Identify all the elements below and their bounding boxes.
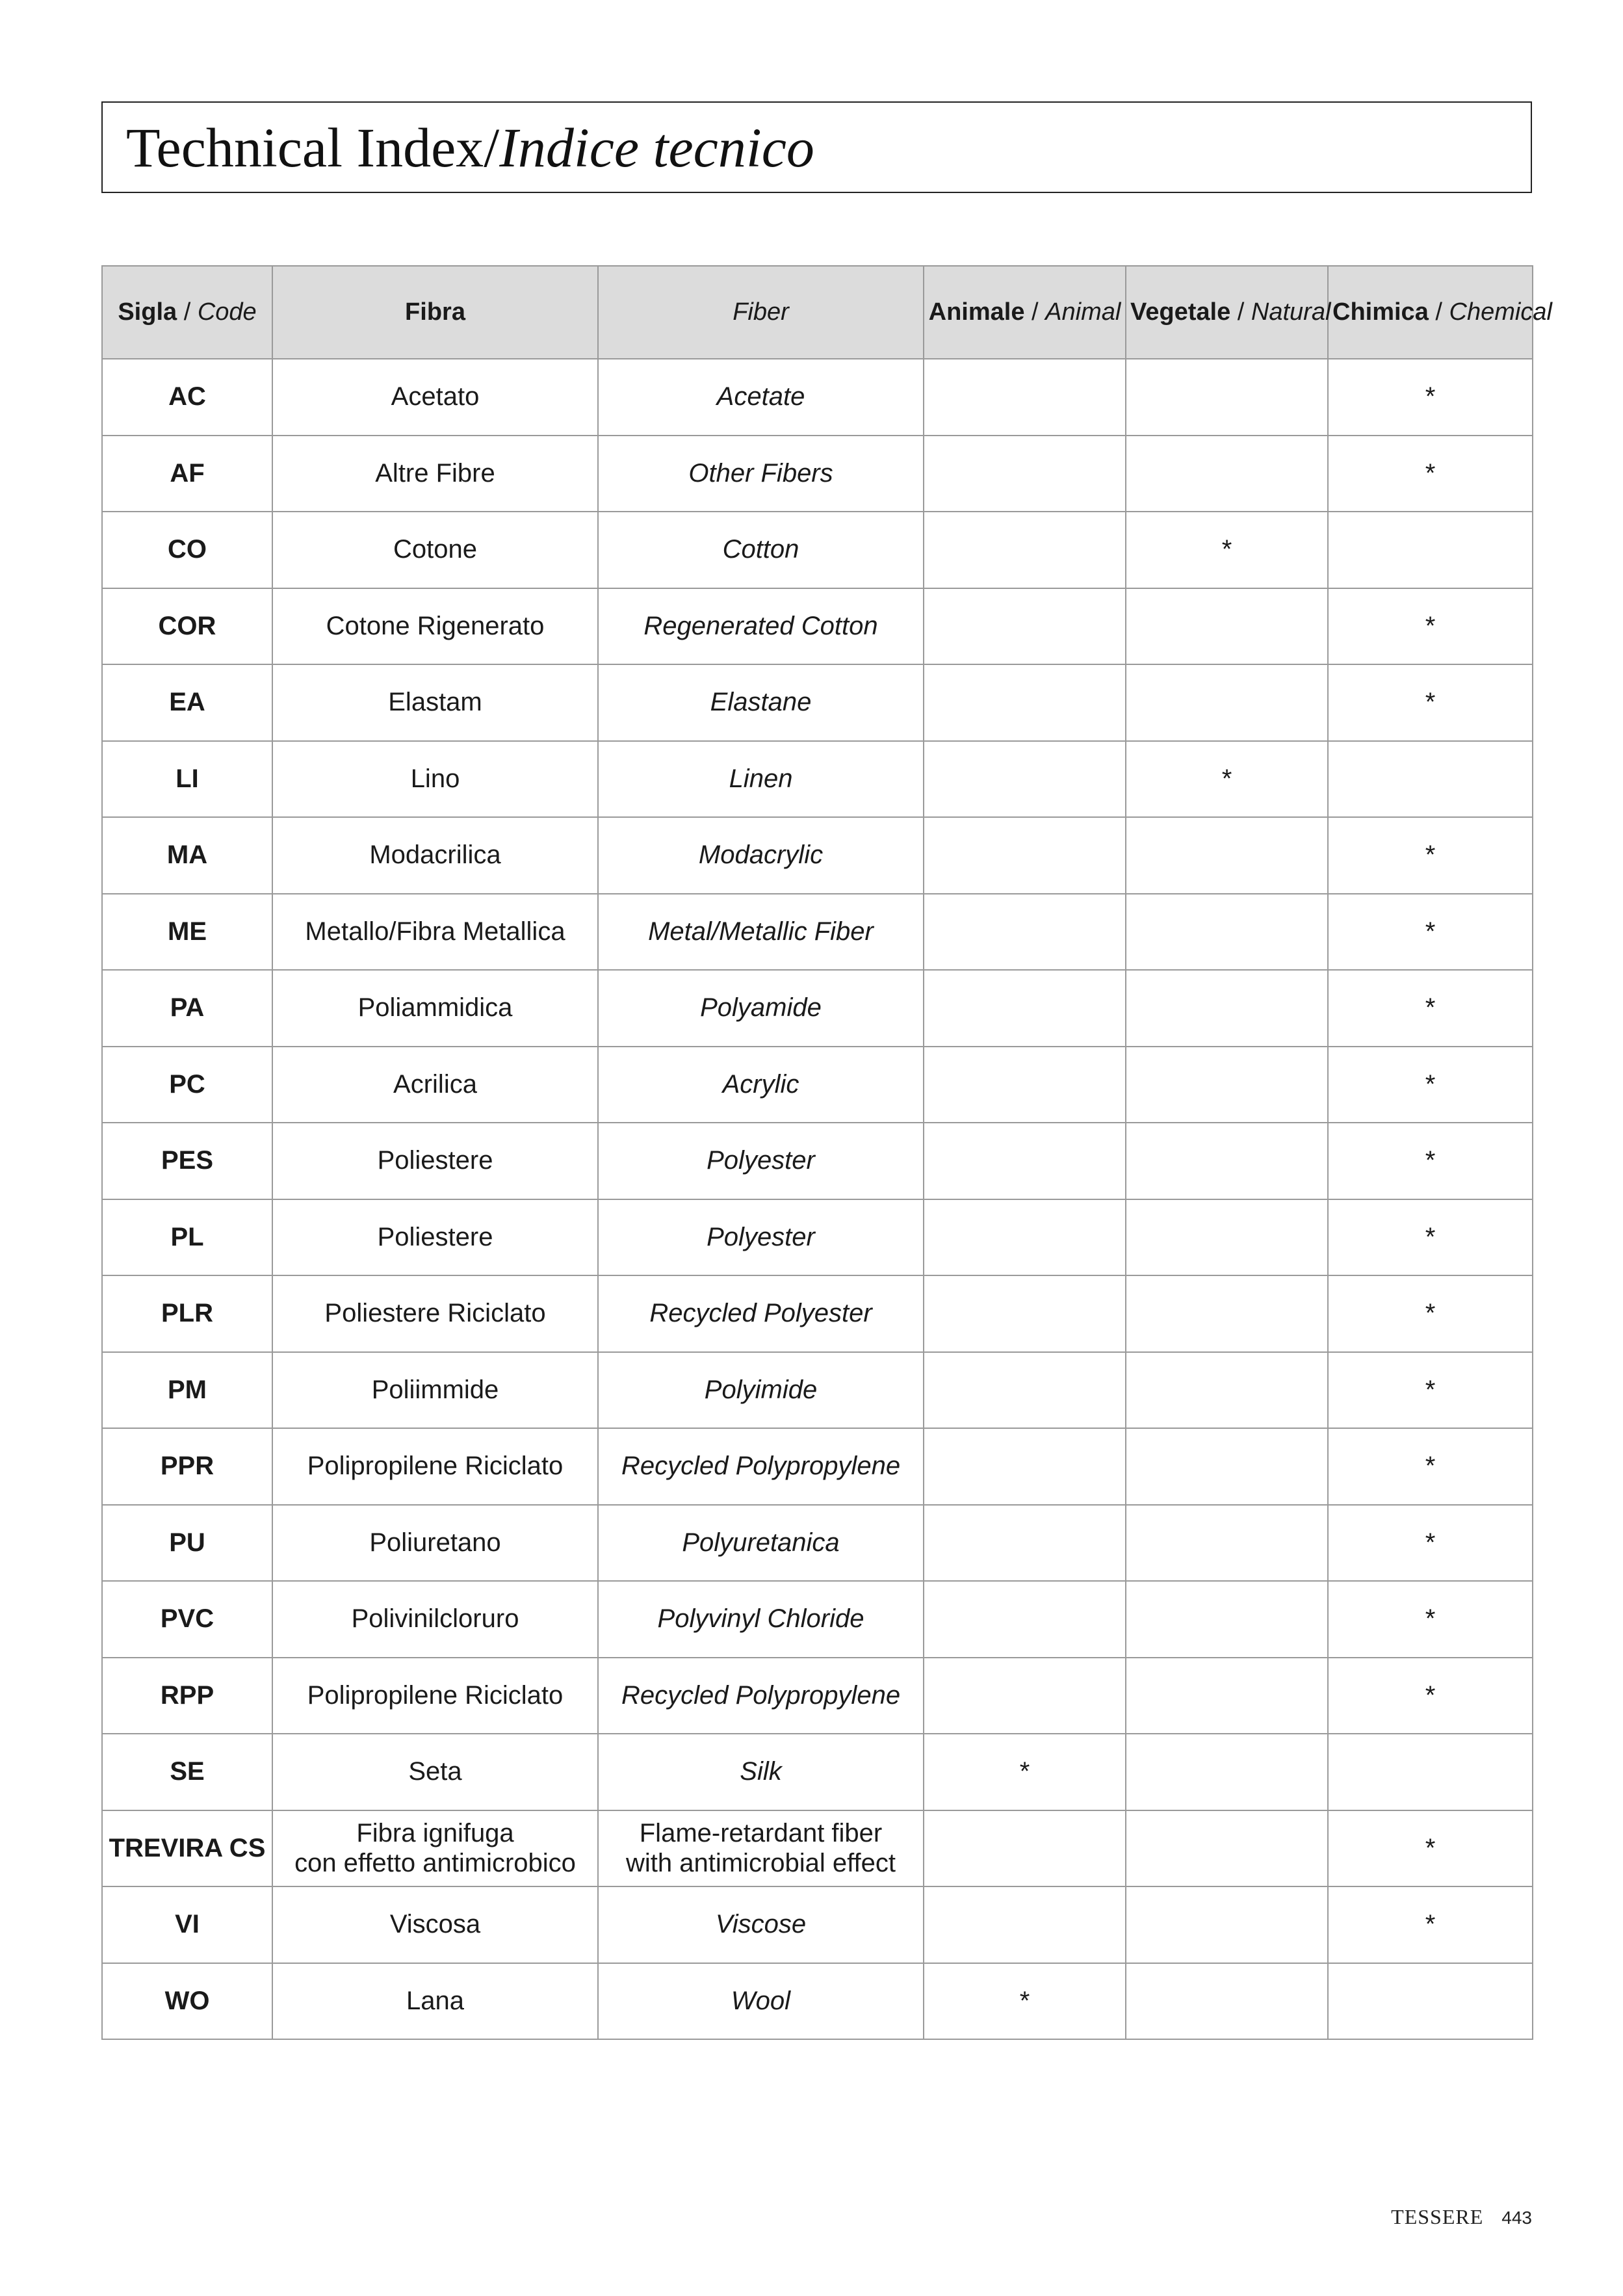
cell-fibra: Cotone [272,512,598,588]
cell-fibra: Poliestere [272,1199,598,1276]
cell-animal [924,1199,1126,1276]
cell-fibra: Poliammidica [272,970,598,1047]
cell-fiber: Wool [598,1963,924,2040]
cell-code: EA [102,664,272,741]
cell-code: AC [102,359,272,436]
table-body [102,359,1533,2039]
title-main: Technical Index/ [126,116,500,179]
table-row [102,970,1533,1047]
cell-chemical: * [1328,817,1533,894]
cell-fiber: Elastane [598,664,924,741]
table-row [102,1428,1533,1505]
cell-fibra: Cotone Rigenerato [272,588,598,665]
cell-fibra: Poliimmide [272,1352,598,1429]
cell-natural [1126,1505,1328,1582]
page-title [126,116,814,179]
cell-fibra: Viscosa [272,1886,598,1963]
cell-fiber: Silk [598,1734,924,1810]
cell-animal [924,1810,1126,1887]
table-row [102,1886,1533,1963]
cell-code: PU [102,1505,272,1582]
cell-chemical [1328,741,1533,818]
table-row [102,1658,1533,1734]
cell-code: PA [102,970,272,1047]
cell-code: PC [102,1047,272,1123]
cell-code: COR [102,588,272,665]
cell-animal: * [924,1963,1126,2040]
cell-fibra: Lana [272,1963,598,2040]
table-row [102,664,1533,741]
cell-code: PLR [102,1275,272,1352]
cell-code: SE [102,1734,272,1810]
cell-chemical: * [1328,664,1533,741]
cell-animal [924,1581,1126,1658]
cell-natural [1126,1886,1328,1963]
cell-natural [1126,1658,1328,1734]
cell-natural [1126,1428,1328,1505]
cell-fibra: Altre Fibre [272,436,598,512]
table-row [102,1123,1533,1199]
cell-animal [924,741,1126,818]
cell-natural [1126,664,1328,741]
cell-fibra: Seta [272,1734,598,1810]
cell-fibra: Poliestere Riciclato [272,1275,598,1352]
brand-logo: TESSERE [1391,2205,1484,2228]
header-natural: Vegetale / Natural [1126,266,1328,359]
technical-index-table [101,265,1552,2040]
cell-fibra: Fibra ignifuga con effetto antimicrobico [272,1810,598,1887]
cell-fibra: Acrilica [272,1047,598,1123]
table-row [102,512,1533,588]
cell-code: WO [102,1963,272,2040]
cell-chemical: * [1328,1428,1533,1505]
cell-chemical: * [1328,1047,1533,1123]
cell-fibra: Metallo/Fibra Metallica [272,894,598,971]
cell-chemical [1328,512,1533,588]
cell-fibra: Poliestere [272,1123,598,1199]
cell-natural [1126,1352,1328,1429]
table-row [102,741,1533,818]
cell-natural: * [1126,741,1328,818]
cell-animal [924,970,1126,1047]
cell-natural: * [1126,512,1328,588]
cell-fibra: Modacrilica [272,817,598,894]
cell-code: PL [102,1199,272,1276]
cell-code: RPP [102,1658,272,1734]
cell-natural [1126,588,1328,665]
cell-animal [924,1658,1126,1734]
cell-natural [1126,817,1328,894]
table-row [102,1275,1533,1352]
cell-chemical: * [1328,588,1533,665]
cell-fiber: Recycled Polypropylene [598,1428,924,1505]
cell-chemical [1328,1734,1533,1810]
cell-fiber: Polyester [598,1123,924,1199]
cell-fiber: Linen [598,741,924,818]
cell-code: MA [102,817,272,894]
cell-animal [924,1352,1126,1429]
cell-animal: * [924,1734,1126,1810]
cell-fibra: Poliuretano [272,1505,598,1582]
cell-animal [924,1123,1126,1199]
cell-fiber: Recycled Polypropylene [598,1658,924,1734]
cell-natural [1126,1047,1328,1123]
cell-animal [924,1275,1126,1352]
cell-chemical: * [1328,1505,1533,1582]
cell-natural [1126,436,1328,512]
cell-fiber: Regenerated Cotton [598,588,924,665]
cell-code: AF [102,436,272,512]
page-footer [1391,2205,1532,2229]
cell-code: CO [102,512,272,588]
table-row [102,1963,1533,2040]
cell-fibra: Polipropilene Riciclato [272,1658,598,1734]
title-italic: Indice tecnico [499,116,814,179]
cell-chemical [1328,1963,1533,2040]
table-row [102,894,1533,971]
header-chemical: Chimica / Chemical [1328,266,1533,359]
cell-chemical: * [1328,1658,1533,1734]
cell-fiber: Other Fibers [598,436,924,512]
cell-fibra: Polivinilcloruro [272,1581,598,1658]
header-fiber: Fiber [598,266,924,359]
cell-animal [924,894,1126,971]
table-row [102,1505,1533,1582]
cell-code: PVC [102,1581,272,1658]
cell-animal [924,1505,1126,1582]
cell-fiber: Modacrylic [598,817,924,894]
table-row [102,436,1533,512]
cell-natural [1126,1734,1328,1810]
cell-animal [924,1047,1126,1123]
cell-fiber: Polyuretanica [598,1505,924,1582]
header-code: Sigla / Code [102,266,272,359]
cell-natural [1126,970,1328,1047]
cell-animal [924,1428,1126,1505]
header-row [102,266,1533,359]
cell-code: PES [102,1123,272,1199]
cell-natural [1126,1199,1328,1276]
cell-animal [924,1886,1126,1963]
cell-chemical: * [1328,436,1533,512]
cell-animal [924,359,1126,436]
cell-chemical: * [1328,1886,1533,1963]
cell-fiber: Polyamide [598,970,924,1047]
cell-animal [924,512,1126,588]
header-fibra: Fibra [272,266,598,359]
table-row [102,817,1533,894]
cell-chemical: * [1328,894,1533,971]
cell-chemical: * [1328,1123,1533,1199]
cell-natural [1126,894,1328,971]
cell-fibra: Polipropilene Riciclato [272,1428,598,1505]
cell-fiber: Polyimide [598,1352,924,1429]
cell-natural [1126,1810,1328,1887]
table-row [102,1352,1533,1429]
table-row [102,1734,1533,1810]
cell-chemical: * [1328,359,1533,436]
cell-natural [1126,1581,1328,1658]
cell-fiber: Polyvinyl Chloride [598,1581,924,1658]
cell-fibra: Lino [272,741,598,818]
cell-code: LI [102,741,272,818]
cell-animal [924,664,1126,741]
cell-fiber: Cotton [598,512,924,588]
table-row [102,588,1533,665]
cell-chemical: * [1328,1275,1533,1352]
table-row [102,1810,1533,1887]
page-number: 443 [1501,2208,1532,2228]
cell-fiber: Flame-retardant fiber with antimicrobial effect [598,1810,924,1887]
cell-natural [1126,1963,1328,2040]
cell-fibra: Elastam [272,664,598,741]
cell-animal [924,817,1126,894]
cell-chemical: * [1328,1810,1533,1887]
cell-animal [924,588,1126,665]
table-row [102,1047,1533,1123]
cell-fiber: Metal/Metallic Fiber [598,894,924,971]
cell-code: TREVIRA CS [102,1810,272,1887]
cell-code: PPR [102,1428,272,1505]
table-row [102,359,1533,436]
title-box [101,101,1532,193]
cell-fiber: Acetate [598,359,924,436]
cell-chemical: * [1328,1352,1533,1429]
cell-code: PM [102,1352,272,1429]
cell-animal [924,436,1126,512]
cell-chemical: * [1328,1581,1533,1658]
table-row [102,1581,1533,1658]
cell-code: ME [102,894,272,971]
cell-natural [1126,1275,1328,1352]
cell-fiber: Recycled Polyester [598,1275,924,1352]
cell-natural [1126,359,1328,436]
cell-natural [1126,1123,1328,1199]
table-row [102,1199,1533,1276]
header-animal: Animale / Animal [924,266,1126,359]
cell-fiber: Viscose [598,1886,924,1963]
cell-chemical: * [1328,1199,1533,1276]
cell-fiber: Polyester [598,1199,924,1276]
cell-fibra: Acetato [272,359,598,436]
cell-chemical: * [1328,970,1533,1047]
cell-fiber: Acrylic [598,1047,924,1123]
cell-code: VI [102,1886,272,1963]
